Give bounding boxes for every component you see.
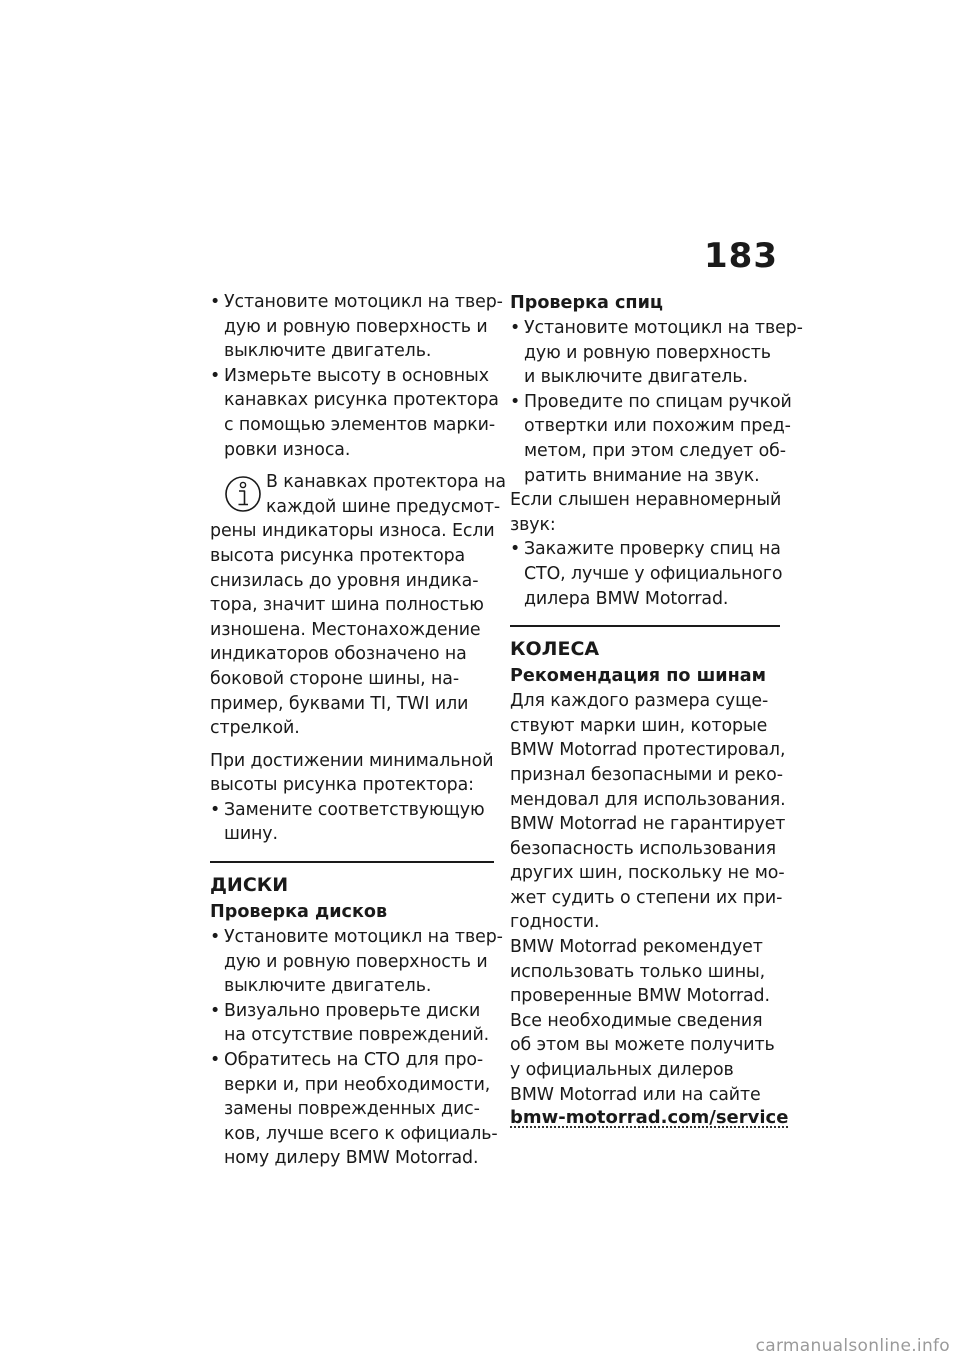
list-item: • Измерьте высоту в основных канавках рисунка протектора с помощью элементов марки- ровки износа. xyxy=(210,364,494,462)
footer-watermark: carmanualsonline.info xyxy=(755,1336,950,1356)
info-note: В канавках протектора на каждой шине предусмот- рены индикаторы износа. Если высота рисунка протектора снизилась до уровня индика- тора, значит шина полностью изношена. Местонахождение индикаторов обозначено на боковой стороне шины, на- пример, буквами TI, TWI или стрелкой. xyxy=(210,472,506,739)
list-item: • Визуально проверьте диски на отсутствие повреждений. xyxy=(210,999,494,1048)
bullet-list-intro xyxy=(210,290,503,462)
bullet-list-disks xyxy=(210,925,503,1171)
min-height-paragraph: При достижении минимальной высоты рисунка протектора: xyxy=(210,750,494,796)
info-text: В канавках протектора на xyxy=(266,472,506,493)
info-text: каждой шине предусмот- xyxy=(266,496,501,517)
left-column xyxy=(210,290,506,1171)
list-item: • Установите мотоцикл на твер- дую и ровную поверхность и выключите двигатель. xyxy=(210,925,494,999)
tire-paragraph: Для каждого размера суще- ствуют марки шин, которые BMW Motorrad протестировал, признал безопасными и реко- мендовал для использования. BMW Motorrad не гарантирует безопасность использования других шин, поскольку не мо- жет судить о степени их при- годности. BMW Motorrad рекомендует использовать только шины, проверенные BMW Motorrad. Все необходимые сведения об этом вы можете получить у официальных дилеров BMW Motorrad или на сайте xyxy=(510,691,786,1105)
list-item: • Обратитесь на СТО для про- верки и, при необходимости, замены поврежденных дис- ков, лучше всего к официаль- ному дилеру BMW Motorrad. xyxy=(210,1048,494,1171)
uneven-sound-paragraph: Если слышен неравномерный звук: xyxy=(510,490,782,535)
list-item: • Замените соответствующую шину. xyxy=(210,798,494,847)
info-icon xyxy=(224,474,262,514)
list-item: • Установите мотоцикл на твер- дую и ровную поверхность и выключите двигатель. xyxy=(510,316,780,390)
list-item: • Закажите проверку спиц на СТО, лучше у официального дилера BMW Motorrad. xyxy=(510,537,780,611)
subheading-tire-recommendation: Рекомендация по шинам xyxy=(510,666,766,687)
info-text: рены индикаторы износа. Если xyxy=(210,521,495,542)
right-column xyxy=(510,290,803,1129)
page-number: 183 xyxy=(704,236,778,276)
section-title-wheels: КОЛЕСА xyxy=(510,625,780,663)
bullet-list-spokes xyxy=(510,316,803,488)
list-item: • Установите мотоцикл на твер- дую и ровную поверхность и выключите двигатель. xyxy=(210,290,494,364)
subheading-disk-check: Проверка дисков xyxy=(210,902,388,923)
section-title-disks: ДИСКИ xyxy=(210,861,494,899)
subheading-spoke-check: Проверка спиц xyxy=(510,293,663,313)
list-item: • Проведите по спицам ручкой отвертки или похожим пред- метом, при этом следует об- ратить внимание на звук. xyxy=(510,390,780,488)
service-website-link[interactable]: bmw-motorrad.com/service xyxy=(510,1107,789,1129)
